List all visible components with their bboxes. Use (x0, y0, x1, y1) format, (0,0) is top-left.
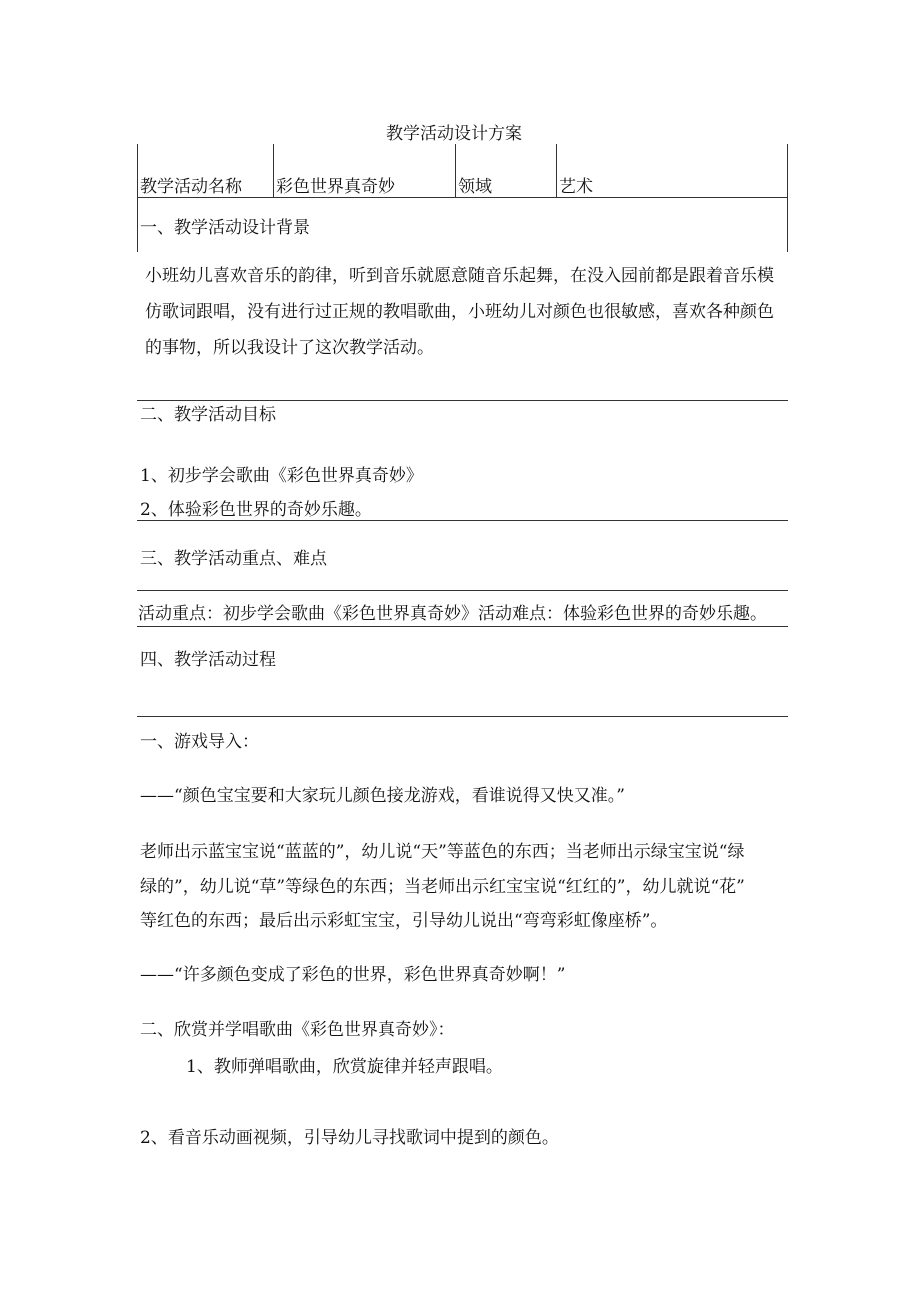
section3-heading: 三、教学活动重点、难点 (140, 549, 327, 569)
key-difficult-points: 活动重点：初步学会歌曲《彩色世界真奇妙》活动难点：体验彩色世界的奇妙乐趣。 (138, 604, 767, 624)
background-line-2: 仿歌词跟唱，没有进行过正规的教唱歌曲，小班幼儿对颜色也很敏感，喜欢各种颜色 (145, 302, 774, 322)
section-rule-1 (137, 400, 788, 401)
step1-title: 一、游戏导入： (140, 732, 259, 752)
step1-para-line-3: 等红色的东西；最后出示彩虹宝宝，引导幼儿说出“弯弯彩虹像座桥”。 (140, 911, 668, 931)
section-rule-3 (137, 590, 788, 591)
domain-value: 艺术 (559, 177, 593, 197)
table-divider-1 (273, 144, 274, 198)
background-line-1: 小班幼儿喜欢音乐的韵律，听到音乐就愿意随音乐起舞，在没入园前都是跟着音乐模 (145, 266, 774, 286)
table-border-right (787, 144, 788, 252)
page-title: 教学活动设计方案 (386, 124, 522, 144)
step2-title: 二、欣赏并学唱歌曲《彩色世界真奇妙》： (140, 1020, 455, 1040)
step1-quote-1: ——“颜色宝宝要和大家玩儿颜色接龙游戏，看谁说得又快又准。” (140, 786, 625, 806)
table-divider-3 (556, 144, 557, 198)
activity-name-value: 彩色世界真奇妙 (276, 177, 395, 197)
section-rule-4 (137, 626, 788, 627)
step2-item-1: 1、教师弹唱歌曲，欣赏旋律并轻声跟唱。 (186, 1057, 503, 1077)
background-line-3: 的事物，所以我设计了这次教学活动。 (145, 338, 434, 358)
step1-para-line-2: 绿的”，幼儿说“草”等绿色的东西；当老师出示红宝宝说“红红的”，幼儿就说“花” (140, 877, 745, 897)
domain-label: 领域 (458, 177, 492, 197)
activity-name-label: 教学活动名称 (140, 177, 242, 197)
section-rule-2 (137, 520, 788, 521)
step1-para-line-1: 老师出示蓝宝宝说“蓝蓝的”，幼儿说“天”等蓝色的东西；当老师出示绿宝宝说“绿 (140, 842, 745, 862)
section2-heading: 二、教学活动目标 (140, 405, 276, 425)
goal-1: 1、初步学会歌曲《彩色世界真奇妙》 (140, 466, 423, 486)
table-row-divider (137, 197, 788, 198)
section4-heading: 四、教学活动过程 (140, 650, 276, 670)
step2-item-2: 2、看音乐动画视频，引导幼儿寻找歌词中提到的颜色。 (140, 1128, 559, 1148)
table-divider-2 (455, 144, 456, 198)
table-border-left (137, 144, 138, 252)
step1-quote-2: ——“许多颜色变成了彩色的世界，彩色世界真奇妙啊！” (140, 965, 566, 985)
section1-heading: 一、教学活动设计背景 (140, 218, 310, 238)
goal-2: 2、体验彩色世界的奇妙乐趣。 (140, 500, 372, 520)
section-rule-5 (137, 716, 788, 717)
